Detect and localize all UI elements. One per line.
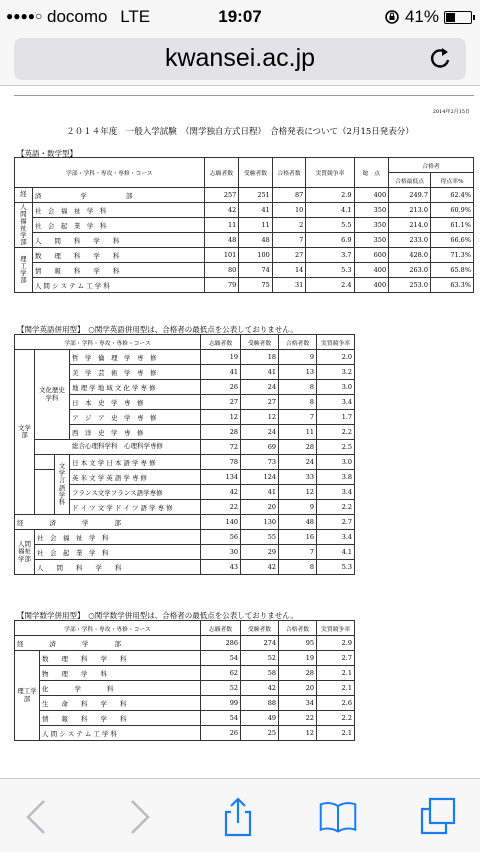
value-cell: 60.9% [431,203,474,218]
value-cell: 13 [279,365,317,380]
value-cell: 11 [239,218,273,233]
value-cell: 2.7 [317,515,355,530]
value-cell: 2.1 [317,666,355,681]
url-text[interactable]: kwansei.ac.jp [164,44,316,72]
value-cell: 52 [241,651,279,666]
header-ratio: 実質競争率 [317,621,355,636]
value-cell: 350 [354,203,389,218]
table-row [15,188,474,203]
value-cell: 12 [279,726,317,741]
course-cell: 日 本 史 学 専 修 [70,395,201,410]
browser-toolbar [0,778,480,852]
address-bar[interactable] [14,38,466,80]
value-cell: 29 [241,545,279,560]
value-cell: 3.0 [317,455,355,470]
value-cell: 274 [241,636,279,651]
value-cell: 20 [241,500,279,515]
table-row [15,350,355,365]
value-cell: 41 [239,203,273,218]
value-cell: 79 [204,278,239,293]
value-cell: 8 [279,380,317,395]
course-cell: 日 本 文 学 日 本 語 学 専 修 [70,455,201,470]
value-cell: 33 [279,470,317,485]
value-cell: 42 [204,203,239,218]
dept-cell-bungaku: 文学言語学科 [55,455,70,515]
chevron-left-icon[interactable] [18,797,58,837]
value-cell: 30 [201,545,241,560]
course-cell: 経 済 学 部 [15,636,201,651]
value-cell: 56 [201,530,241,545]
value-cell: 12 [201,410,241,425]
value-cell: 2.9 [306,188,354,203]
value-cell: 286 [201,636,241,651]
value-cell: 2.2 [317,500,355,515]
value-cell: 62 [201,666,241,681]
value-cell: 2.5 [317,440,355,455]
dept-spacer [35,470,55,515]
value-cell: 16 [279,530,317,545]
tabs-icon[interactable] [418,797,458,837]
value-cell: 2.2 [317,425,355,440]
header-examinees: 受験者数 [241,621,279,636]
value-cell: 4.1 [306,203,354,218]
value-cell: 49 [241,711,279,726]
value-cell: 18 [241,350,279,365]
value-cell: 25 [241,726,279,741]
course-cell: 物 理 学 科 [40,666,201,681]
table-row [15,696,355,711]
status-right [384,7,472,27]
value-cell: 19 [201,350,241,365]
value-cell: 400 [354,188,389,203]
course-cell: 化 学 科 [40,681,201,696]
course-cell: 哲 学 倫 理 学 専 修 [70,350,201,365]
value-cell: 253.0 [389,278,431,293]
course-cell: 数 理 科 学 科 [32,248,204,263]
table-row [15,545,355,560]
header-course: 学部・学科・専攻・専修・コース [15,158,205,188]
value-cell: 26 [201,380,241,395]
book-icon[interactable] [318,797,358,837]
value-cell: 12 [279,485,317,500]
header-examinees: 受験者数 [241,335,279,350]
course-cell: 情 報 科 学 科 [40,711,201,726]
value-cell: 27 [241,395,279,410]
faculty-cell: 理工学部 [15,248,33,293]
value-cell: 124 [241,470,279,485]
value-cell: 5.3 [306,263,354,278]
course-cell: 人 間 シ ス テ ム 工 学 科 [32,278,204,293]
faculty-cell: 経 [15,188,33,203]
faculty-cell-riko: 理工学部 [15,651,40,741]
value-cell: 1.7 [317,410,355,425]
value-cell: 58 [241,666,279,681]
value-cell: 9 [279,350,317,365]
course-cell: 社 会 起 業 学 科 [32,218,204,233]
value-cell: 3.7 [306,248,354,263]
course-cell: 人 間 科 学 科 [32,233,204,248]
value-cell: 4.1 [317,545,355,560]
chevron-right-icon[interactable] [118,797,158,837]
value-cell: 66.6% [431,233,474,248]
value-cell: 54 [201,651,241,666]
course-cell: ド イ ツ 文 学 ド イ ツ 語 学 専 修 [70,500,201,515]
course-cell: 社 会 福 祉 学 科 [32,203,204,218]
clock: 19:07 [218,7,262,26]
table-row [15,263,474,278]
value-cell: 350 [354,218,389,233]
value-cell: 101 [204,248,239,263]
value-cell: 6.9 [306,233,354,248]
table-row [15,681,355,696]
value-cell: 8 [279,560,317,575]
value-cell: 61.1% [431,218,474,233]
value-cell: 7 [279,410,317,425]
value-cell: 55 [241,530,279,545]
value-cell: 213.0 [389,203,431,218]
table-row [15,515,355,530]
course-cell: 数 理 科 学 科 [40,651,201,666]
value-cell: 5.3 [317,560,355,575]
header-rule [14,95,474,96]
value-cell: 41 [241,365,279,380]
value-cell: 428.0 [389,248,431,263]
value-cell: 2.1 [317,726,355,741]
document-title: ２０１４年度 一般入学試験 （関学独自方式日程） 合格発表について（2月15日発表分） [66,127,414,137]
table-row [15,726,355,741]
table-row [15,233,474,248]
header-applicants: 志願者数 [201,335,241,350]
value-cell: 130 [241,515,279,530]
value-cell: 2.2 [317,711,355,726]
value-cell: 7 [279,545,317,560]
faculty-cell-ningen: 人間福祉学部 [15,530,35,575]
value-cell: 27 [201,395,241,410]
value-cell: 28 [279,440,317,455]
table-row [15,278,474,293]
value-cell: 69 [241,440,279,455]
course-cell: 社 会 福 祉 学 科 [35,530,201,545]
value-cell: 9 [279,500,317,515]
header-course: 学部・学科・専攻・専修・コース [15,621,201,636]
header-passers: 合格者数 [272,158,306,188]
course-cell: 英 米 文 学 英 語 学 専 修 [70,470,201,485]
value-cell: 2 [272,218,306,233]
table-row [15,560,355,575]
value-cell: 2.0 [317,350,355,365]
faculty-cell-bun: 文学部 [15,350,35,515]
value-cell: 71.3% [431,248,474,263]
value-cell: 22 [201,500,241,515]
value-cell: 28 [201,425,241,440]
value-cell: 20 [279,681,317,696]
value-cell: 34 [279,696,317,711]
value-cell: 251 [239,188,273,203]
reload-icon[interactable] [428,44,452,72]
value-cell: 10 [272,203,306,218]
table-row [15,530,355,545]
table-row [15,711,355,726]
value-cell: 3.2 [317,365,355,380]
header-pct: 得点率% [431,173,474,188]
value-cell: 48 [239,233,273,248]
value-cell: 2.1 [317,681,355,696]
value-cell: 24 [241,380,279,395]
value-cell: 41 [201,365,241,380]
value-cell: 22 [279,711,317,726]
value-cell: 54 [201,711,241,726]
course-cell: 人 間 シ ス テ ム 工 学 科 [40,726,201,741]
value-cell: 24 [279,455,317,470]
value-cell: 74 [239,263,273,278]
value-cell: 8 [279,395,317,410]
battery-fill [446,13,455,22]
value-cell: 78 [201,455,241,470]
course-cell: 地 理 学 地 域 文 化 学 専 修 [70,380,201,395]
value-cell: 19 [279,651,317,666]
value-cell: 73 [241,455,279,470]
share-icon[interactable] [218,797,258,837]
table-row [15,666,355,681]
battery-icon [444,11,472,24]
results-table-eng-math [14,157,474,293]
course-cell: 美 学 芸 術 学 専 修 [70,365,201,380]
value-cell: 257 [204,188,239,203]
value-cell: 42 [201,485,241,500]
browser-address-area [0,34,480,86]
value-cell: 5.5 [306,218,354,233]
course-cell: 生 命 科 学 科 [40,696,201,711]
value-cell: 2.6 [317,696,355,711]
value-cell: 62.4% [431,188,474,203]
value-cell: 3.8 [317,470,355,485]
value-cell: 65.8% [431,263,474,278]
value-cell: 233.0 [389,233,431,248]
value-cell: 100 [239,248,273,263]
value-cell: 11 [204,218,239,233]
value-cell: 80 [204,263,239,278]
value-cell: 52 [201,681,241,696]
header-applicants: 志願者数 [201,621,241,636]
section-label-eng: 【関学英語併用型】 ○関学英語併用型は、合格者の最低点を公表しておりません。 [17,325,298,334]
header-passers: 合格者数 [279,335,317,350]
table-row [15,636,355,651]
header-passers-group: 合格者 [389,158,474,173]
value-cell: 249.7 [389,188,431,203]
value-cell: 3.0 [317,380,355,395]
carrier-name: docomo [46,7,108,26]
value-cell: 7 [272,233,306,248]
value-cell: 42 [241,560,279,575]
value-cell: 72 [201,440,241,455]
results-table-math [14,620,355,741]
dept-cell-bunka: 文化歴史学科 [35,350,70,440]
header-ratio: 実質競争率 [306,158,354,188]
value-cell: 400 [354,263,389,278]
value-cell: 11 [279,425,317,440]
signal-strength: ●●●●○ [6,9,43,23]
course-cell: 人 間 科 学 科 [35,560,201,575]
value-cell: 2.7 [317,651,355,666]
pdf-document-view[interactable] [0,86,480,778]
document-date: 2014年2月15日 [432,109,470,115]
table-row [15,455,355,470]
table-row [15,218,474,233]
value-cell: 27 [272,248,306,263]
value-cell: 214.0 [389,218,431,233]
value-cell: 99 [201,696,241,711]
value-cell: 43 [201,560,241,575]
value-cell: 24 [241,425,279,440]
dept-spacer [35,455,55,470]
value-cell: 48 [204,233,239,248]
course-cell: 総合心理科学科 心理科学専修 [35,440,201,455]
value-cell: 31 [272,278,306,293]
value-cell: 2.9 [317,636,355,651]
value-cell: 600 [354,248,389,263]
value-cell: 88 [241,696,279,711]
value-cell: 263.0 [389,263,431,278]
value-cell: 26 [201,726,241,741]
header-min-score: 合格最低点 [389,173,431,188]
course-cell: 経 済 学 部 [15,515,201,530]
value-cell: 3.4 [317,485,355,500]
course-cell: ア ジ ア 史 学 専 修 [70,410,201,425]
network-type: LTE [120,7,151,26]
section-label-eng-math: 【英語・数学型】 [17,149,77,158]
value-cell: 87 [272,188,306,203]
header-applicants: 志願者数 [204,158,239,188]
results-table-eng [14,334,355,575]
status-bar [0,0,480,34]
table-row [15,440,355,455]
course-cell: 西 洋 史 学 専 修 [70,425,201,440]
course-cell: 社 会 起 業 学 科 [35,545,201,560]
value-cell: 42 [241,681,279,696]
section-label-math: 【関学数学併用型】 ○関学数学併用型は、合格者の最低点を公表しておりません。 [17,611,298,620]
value-cell: 350 [354,233,389,248]
course-cell: 済 学 部 [32,188,204,203]
value-cell: 12 [241,410,279,425]
table-row [15,651,355,666]
header-examinees: 受験者数 [239,158,273,188]
course-cell: 情 報 科 学 科 [32,263,204,278]
value-cell: 2.4 [306,278,354,293]
value-cell: 63.3% [431,278,474,293]
value-cell: 75 [239,278,273,293]
value-cell: 95 [279,636,317,651]
value-cell: 400 [354,278,389,293]
value-cell: 14 [272,263,306,278]
value-cell: 48 [279,515,317,530]
battery-percent: 41% [404,7,439,26]
table-row [15,248,474,263]
header-course: 学部・学科・専攻・専修・コース [15,335,201,350]
header-passers: 合格者数 [279,621,317,636]
header-ratio: 実質競争率 [317,335,355,350]
rotation-lock-icon [384,9,400,25]
course-cell: フランス文学フランス語学専修 [70,485,201,500]
value-cell: 140 [201,515,241,530]
header-total: 総 点 [354,158,389,188]
value-cell: 3.4 [317,395,355,410]
value-cell: 41 [241,485,279,500]
value-cell: 28 [279,666,317,681]
faculty-cell: 人間福祉学部 [15,203,33,248]
value-cell: 134 [201,470,241,485]
value-cell: 3.4 [317,530,355,545]
table-row [15,203,474,218]
